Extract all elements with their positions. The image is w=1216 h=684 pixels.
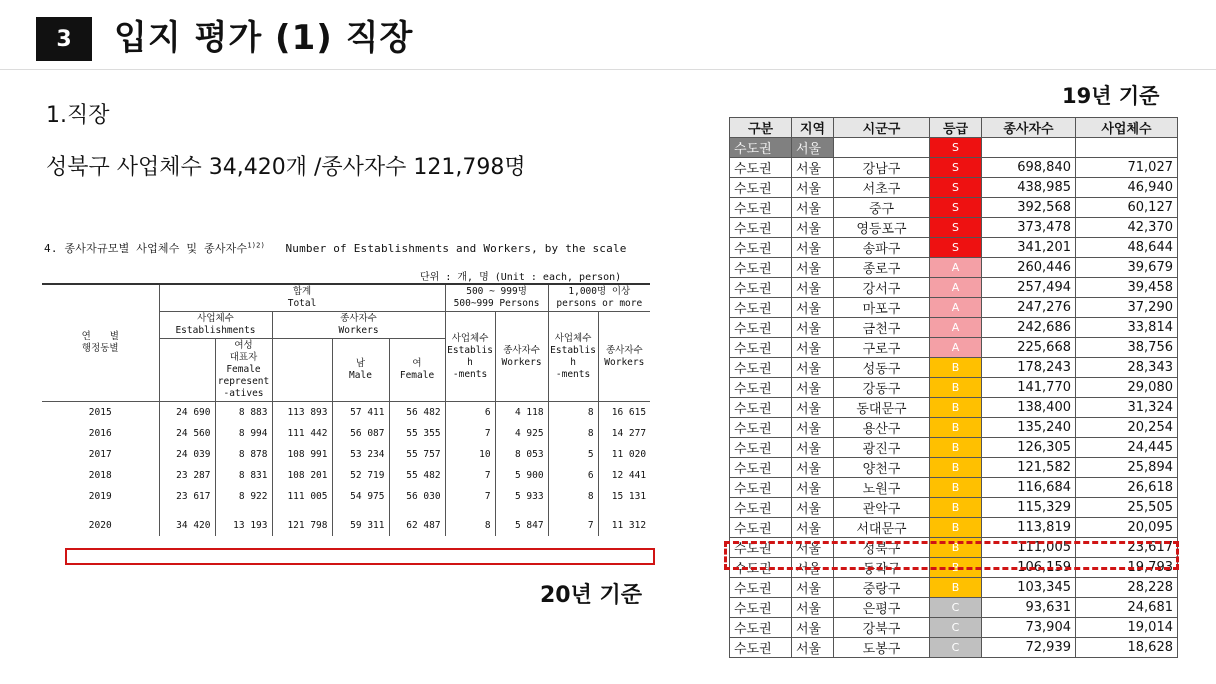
region-cell: 서울	[792, 598, 834, 618]
region-cell: 서울	[792, 258, 834, 278]
establishments-cell: 60,127	[1076, 198, 1178, 218]
sub-establishments	[1076, 138, 1178, 158]
value-cell: 11 312	[598, 515, 650, 536]
stats-table-unit: 단위 : 개, 명 (Unit : each, person)	[420, 272, 622, 283]
ranking-subheader-row	[730, 138, 1178, 158]
category-cell: 수도권	[730, 198, 792, 218]
category-cell: 수도권	[730, 618, 792, 638]
value-cell: 8 922	[215, 486, 272, 507]
region-cell: 서울	[792, 498, 834, 518]
workers-cell: 111,005	[982, 538, 1076, 558]
grade-cell: S	[930, 218, 982, 238]
value-cell: 5 933	[495, 486, 548, 507]
value-cell: 8	[548, 402, 598, 424]
category-cell: 수도권	[730, 518, 792, 538]
value-cell: 8 053	[495, 444, 548, 465]
region-cell: 서울	[792, 458, 834, 478]
ranking-row	[730, 418, 1178, 438]
table-row	[42, 515, 650, 536]
value-cell: 4 118	[495, 402, 548, 424]
category-cell: 수도권	[730, 278, 792, 298]
region-cell: 서울	[792, 278, 834, 298]
value-cell: 8	[445, 515, 495, 536]
value-cell: 8	[548, 423, 598, 444]
ranking-row	[730, 178, 1178, 198]
region-cell: 서울	[792, 358, 834, 378]
year-cell: 2015	[88, 407, 112, 418]
region-cell: 서울	[792, 638, 834, 658]
grade-cell: S	[930, 158, 982, 178]
workers-cell: 135,240	[982, 418, 1076, 438]
value-cell: 24 039	[159, 444, 215, 465]
value-cell: 13 193	[215, 515, 272, 536]
value-cell: 8 883	[215, 402, 272, 424]
caption-english: Number of Establishments and Workers, by the scale	[285, 242, 627, 255]
ranking-row	[730, 478, 1178, 498]
grade-cell: B	[930, 378, 982, 398]
region-cell: 서울	[792, 338, 834, 358]
establishments-cell: 25,894	[1076, 458, 1178, 478]
value-cell: 56 482	[389, 402, 445, 424]
stats-table-body	[42, 402, 650, 537]
grade-cell: B	[930, 418, 982, 438]
col-grade: 등급	[930, 118, 982, 138]
district-cell: 양천구	[834, 458, 930, 478]
category-cell: 수도권	[730, 638, 792, 658]
establishments-cell: 23,617	[1076, 538, 1178, 558]
sub-grade: S	[930, 138, 982, 158]
district-cell: 중구	[834, 198, 930, 218]
category-cell: 수도권	[730, 578, 792, 598]
region-cell: 서울	[792, 318, 834, 338]
year-cell: 2020	[88, 520, 112, 531]
value-cell: 11 020	[598, 444, 650, 465]
grade-cell: B	[930, 478, 982, 498]
establishments-cell: 29,080	[1076, 378, 1178, 398]
ranking-row	[730, 578, 1178, 598]
grade-cell: B	[930, 358, 982, 378]
ranking-row	[730, 398, 1178, 418]
value-cell: 7	[445, 423, 495, 444]
district-cell: 동작구	[834, 558, 930, 578]
note-19-basis: 19년 기준	[1062, 84, 1160, 108]
col-establishments: 사업체수	[1076, 118, 1178, 138]
district-cell: 성북구	[834, 538, 930, 558]
district-cell: 금천구	[834, 318, 930, 338]
ranking-row	[730, 458, 1178, 478]
grade-cell: C	[930, 598, 982, 618]
establishments-cell: 25,505	[1076, 498, 1178, 518]
col-district: 시군구	[834, 118, 930, 138]
summary-text: 성북구 사업체수 34,420개 /종사자수 121,798명	[46, 155, 526, 180]
grade-cell: A	[930, 318, 982, 338]
establishments-cell: 20,095	[1076, 518, 1178, 538]
section-number-badge: 3	[36, 17, 92, 61]
value-cell: 8 994	[215, 423, 272, 444]
district-cell: 강북구	[834, 618, 930, 638]
year-cell: 2018	[88, 470, 112, 481]
workers-cell: 72,939	[982, 638, 1076, 658]
value-cell: 111 442	[272, 423, 332, 444]
col-workers: 종사자수	[982, 118, 1076, 138]
sub-category: 수도권	[730, 138, 792, 158]
ranking-row	[730, 498, 1178, 518]
grade-cell: B	[930, 458, 982, 478]
ranking-row	[730, 158, 1178, 178]
ranking-row	[730, 278, 1178, 298]
establishments-cell: 20,254	[1076, 418, 1178, 438]
region-cell: 서울	[792, 558, 834, 578]
workers-cell: 260,446	[982, 258, 1076, 278]
workers-cell: 178,243	[982, 358, 1076, 378]
value-cell: 7	[445, 465, 495, 486]
sub-district	[834, 138, 930, 158]
region-cell: 서울	[792, 158, 834, 178]
workers-cell: 438,985	[982, 178, 1076, 198]
establishments-cell: 48,644	[1076, 238, 1178, 258]
value-cell: 56 087	[332, 423, 389, 444]
establishments-cell: 19,793	[1076, 558, 1178, 578]
value-cell: 53 234	[332, 444, 389, 465]
value-cell: 16 615	[598, 402, 650, 424]
value-cell: 55 355	[389, 423, 445, 444]
region-cell: 서울	[792, 238, 834, 258]
workers-cell: 257,494	[982, 278, 1076, 298]
region-cell: 서울	[792, 398, 834, 418]
establishments-cell: 37,290	[1076, 298, 1178, 318]
header-1000-workers: 종사자수 Workers	[598, 312, 650, 402]
workers-cell: 121,582	[982, 458, 1076, 478]
ranking-table-body	[730, 138, 1178, 658]
category-cell: 수도권	[730, 458, 792, 478]
value-cell: 5 847	[495, 515, 548, 536]
region-cell: 서울	[792, 618, 834, 638]
grade-cell: B	[930, 498, 982, 518]
value-cell: 111 005	[272, 486, 332, 507]
establishments-cell: 28,228	[1076, 578, 1178, 598]
establishments-cell: 39,679	[1076, 258, 1178, 278]
category-cell: 수도권	[730, 298, 792, 318]
district-cell: 강동구	[834, 378, 930, 398]
value-cell: 62 487	[389, 515, 445, 536]
ranking-row	[730, 378, 1178, 398]
district-cell: 종로구	[834, 258, 930, 278]
establishments-cell: 24,445	[1076, 438, 1178, 458]
workers-cell: 93,631	[982, 598, 1076, 618]
establishments-cell: 31,324	[1076, 398, 1178, 418]
district-cell: 중랑구	[834, 578, 930, 598]
category-cell: 수도권	[730, 538, 792, 558]
header-workers: 종사자수 Workers	[272, 312, 445, 339]
header-1000-plus: 1,000명 이상 persons or more	[548, 284, 650, 312]
workers-cell: 73,904	[982, 618, 1076, 638]
district-cell: 서초구	[834, 178, 930, 198]
workers-cell: 141,770	[982, 378, 1076, 398]
header-year: 연 별 행정동별	[42, 284, 159, 402]
region-cell: 서울	[792, 478, 834, 498]
workers-cell: 113,819	[982, 518, 1076, 538]
value-cell: 108 201	[272, 465, 332, 486]
table-row	[42, 465, 650, 486]
value-cell: 55 757	[389, 444, 445, 465]
category-cell: 수도권	[730, 358, 792, 378]
value-cell: 7	[548, 515, 598, 536]
year-cell: 2017	[88, 449, 112, 460]
slide-header	[0, 0, 1216, 70]
value-cell: 7	[445, 486, 495, 507]
value-cell: 113 893	[272, 402, 332, 424]
category-cell: 수도권	[730, 218, 792, 238]
header-female-rep: 여성 대표자 Female represent -atives	[215, 339, 272, 402]
workers-cell: 242,686	[982, 318, 1076, 338]
value-cell: 34 420	[159, 515, 215, 536]
workers-cell: 106,159	[982, 558, 1076, 578]
category-cell: 수도권	[730, 318, 792, 338]
header-divider	[0, 69, 1216, 70]
region-cell: 서울	[792, 438, 834, 458]
value-cell: 54 975	[332, 486, 389, 507]
region-cell: 서울	[792, 378, 834, 398]
header-500-workers: 종사자수 Workers	[495, 312, 548, 402]
grade-cell: C	[930, 638, 982, 658]
spacer-row	[42, 507, 650, 515]
establishments-cell: 42,370	[1076, 218, 1178, 238]
table-row	[42, 423, 650, 444]
header-total: 합계 Total	[159, 284, 445, 312]
workers-cell: 392,568	[982, 198, 1076, 218]
category-cell: 수도권	[730, 478, 792, 498]
stats-table	[42, 283, 650, 536]
grade-cell: B	[930, 538, 982, 558]
region-cell: 서울	[792, 518, 834, 538]
district-cell: 마포구	[834, 298, 930, 318]
district-cell: 노원구	[834, 478, 930, 498]
category-cell: 수도권	[730, 418, 792, 438]
caption-footnote: 1)2)	[247, 241, 265, 250]
workers-cell: 225,668	[982, 338, 1076, 358]
district-cell: 구로구	[834, 338, 930, 358]
workers-cell: 115,329	[982, 498, 1076, 518]
header-1000-estab: 사업체수 Establis h -ments	[548, 312, 598, 402]
ranking-row	[730, 518, 1178, 538]
value-cell: 5	[548, 444, 598, 465]
category-cell: 수도권	[730, 338, 792, 358]
establishments-cell: 18,628	[1076, 638, 1178, 658]
category-cell: 수도권	[730, 178, 792, 198]
workers-cell: 116,684	[982, 478, 1076, 498]
table-row	[42, 444, 650, 465]
note-20-basis: 20년 기준	[540, 583, 643, 608]
category-cell: 수도권	[730, 498, 792, 518]
value-cell: 8 831	[215, 465, 272, 486]
establishments-cell: 38,756	[1076, 338, 1178, 358]
grade-cell: B	[930, 438, 982, 458]
establishments-cell: 28,343	[1076, 358, 1178, 378]
district-cell: 서대문구	[834, 518, 930, 538]
ranking-row	[730, 258, 1178, 278]
region-cell: 서울	[792, 538, 834, 558]
region-cell: 서울	[792, 298, 834, 318]
value-cell: 24 690	[159, 402, 215, 424]
value-cell: 4 925	[495, 423, 548, 444]
establishments-cell: 24,681	[1076, 598, 1178, 618]
value-cell: 23 287	[159, 465, 215, 486]
workers-cell: 126,305	[982, 438, 1076, 458]
year-cell: 2016	[88, 428, 112, 439]
region-cell: 서울	[792, 578, 834, 598]
highlight-2020-row	[65, 548, 655, 565]
highlight-seongbuk-row	[724, 541, 1179, 570]
category-cell: 수도권	[730, 378, 792, 398]
value-cell: 55 482	[389, 465, 445, 486]
district-cell: 도봉구	[834, 638, 930, 658]
district-cell: 은평구	[834, 598, 930, 618]
district-cell: 용산구	[834, 418, 930, 438]
workers-cell: 138,400	[982, 398, 1076, 418]
ranking-row	[730, 638, 1178, 658]
header-estab-total	[159, 339, 215, 402]
value-cell: 5 900	[495, 465, 548, 486]
value-cell: 8	[548, 486, 598, 507]
establishments-cell: 71,027	[1076, 158, 1178, 178]
ranking-row	[730, 438, 1178, 458]
grade-cell: A	[930, 338, 982, 358]
header-female: 여 Female	[389, 339, 445, 402]
header-male: 남 Male	[332, 339, 389, 402]
header-workers-total	[272, 339, 332, 402]
district-cell: 동대문구	[834, 398, 930, 418]
value-cell: 108 991	[272, 444, 332, 465]
ranking-row	[730, 598, 1178, 618]
header-500-999: 500 ~ 999명 500~999 Persons	[445, 284, 548, 312]
page-title: 입지 평가 (1) 직장	[114, 18, 414, 58]
category-cell: 수도권	[730, 398, 792, 418]
grade-cell: S	[930, 238, 982, 258]
grade-cell: S	[930, 178, 982, 198]
grade-cell: A	[930, 258, 982, 278]
value-cell: 56 030	[389, 486, 445, 507]
region-cell: 서울	[792, 218, 834, 238]
value-cell: 24 560	[159, 423, 215, 444]
grade-cell: S	[930, 198, 982, 218]
section-heading: 1.직장	[46, 103, 110, 128]
establishments-cell: 26,618	[1076, 478, 1178, 498]
workers-cell: 698,840	[982, 158, 1076, 178]
category-cell: 수도권	[730, 238, 792, 258]
ranking-row	[730, 318, 1178, 338]
value-cell: 57 411	[332, 402, 389, 424]
establishments-cell: 19,014	[1076, 618, 1178, 638]
category-cell: 수도권	[730, 158, 792, 178]
district-cell: 송파구	[834, 238, 930, 258]
establishments-cell: 33,814	[1076, 318, 1178, 338]
district-cell: 강서구	[834, 278, 930, 298]
stats-table-caption	[44, 240, 627, 256]
value-cell: 6	[548, 465, 598, 486]
value-cell: 10	[445, 444, 495, 465]
category-cell: 수도권	[730, 258, 792, 278]
district-cell: 성동구	[834, 358, 930, 378]
grade-cell: A	[930, 278, 982, 298]
ranking-header-row	[730, 118, 1178, 138]
caption-korean: 4. 종사자규모별 사업체수 및 종사자수	[44, 242, 248, 255]
header-500-estab: 사업체수 Establis h -ments	[445, 312, 495, 402]
category-cell: 수도권	[730, 598, 792, 618]
district-cell: 강남구	[834, 158, 930, 178]
district-cell: 관악구	[834, 498, 930, 518]
table-row	[42, 402, 650, 424]
region-cell: 서울	[792, 198, 834, 218]
ranking-row	[730, 338, 1178, 358]
sub-workers	[982, 138, 1076, 158]
establishments-cell: 46,940	[1076, 178, 1178, 198]
category-cell: 수도권	[730, 558, 792, 578]
workers-cell: 247,276	[982, 298, 1076, 318]
grade-cell: B	[930, 558, 982, 578]
year-cell: 2019	[88, 491, 112, 502]
header-establishments: 사업체수 Establishments	[159, 312, 272, 339]
table-row	[42, 486, 650, 507]
sub-region: 서울	[792, 138, 834, 158]
value-cell: 59 311	[332, 515, 389, 536]
grade-cell: C	[930, 618, 982, 638]
region-cell: 서울	[792, 418, 834, 438]
ranking-row	[730, 298, 1178, 318]
ranking-row	[730, 618, 1178, 638]
ranking-row	[730, 238, 1178, 258]
grade-cell: B	[930, 578, 982, 598]
workers-cell: 103,345	[982, 578, 1076, 598]
grade-cell: B	[930, 518, 982, 538]
ranking-table	[729, 117, 1178, 658]
value-cell: 23 617	[159, 486, 215, 507]
value-cell: 121 798	[272, 515, 332, 536]
establishments-cell: 39,458	[1076, 278, 1178, 298]
value-cell: 8 878	[215, 444, 272, 465]
workers-cell: 341,201	[982, 238, 1076, 258]
col-region: 지역	[792, 118, 834, 138]
value-cell: 14 277	[598, 423, 650, 444]
value-cell: 15 131	[598, 486, 650, 507]
grade-cell: B	[930, 398, 982, 418]
ranking-row	[730, 358, 1178, 378]
value-cell: 6	[445, 402, 495, 424]
value-cell: 12 441	[598, 465, 650, 486]
value-cell: 52 719	[332, 465, 389, 486]
grade-cell: A	[930, 298, 982, 318]
workers-cell: 373,478	[982, 218, 1076, 238]
ranking-row	[730, 198, 1178, 218]
region-cell: 서울	[792, 178, 834, 198]
district-cell: 광진구	[834, 438, 930, 458]
category-cell: 수도권	[730, 438, 792, 458]
col-category: 구분	[730, 118, 792, 138]
ranking-row	[730, 218, 1178, 238]
district-cell: 영등포구	[834, 218, 930, 238]
